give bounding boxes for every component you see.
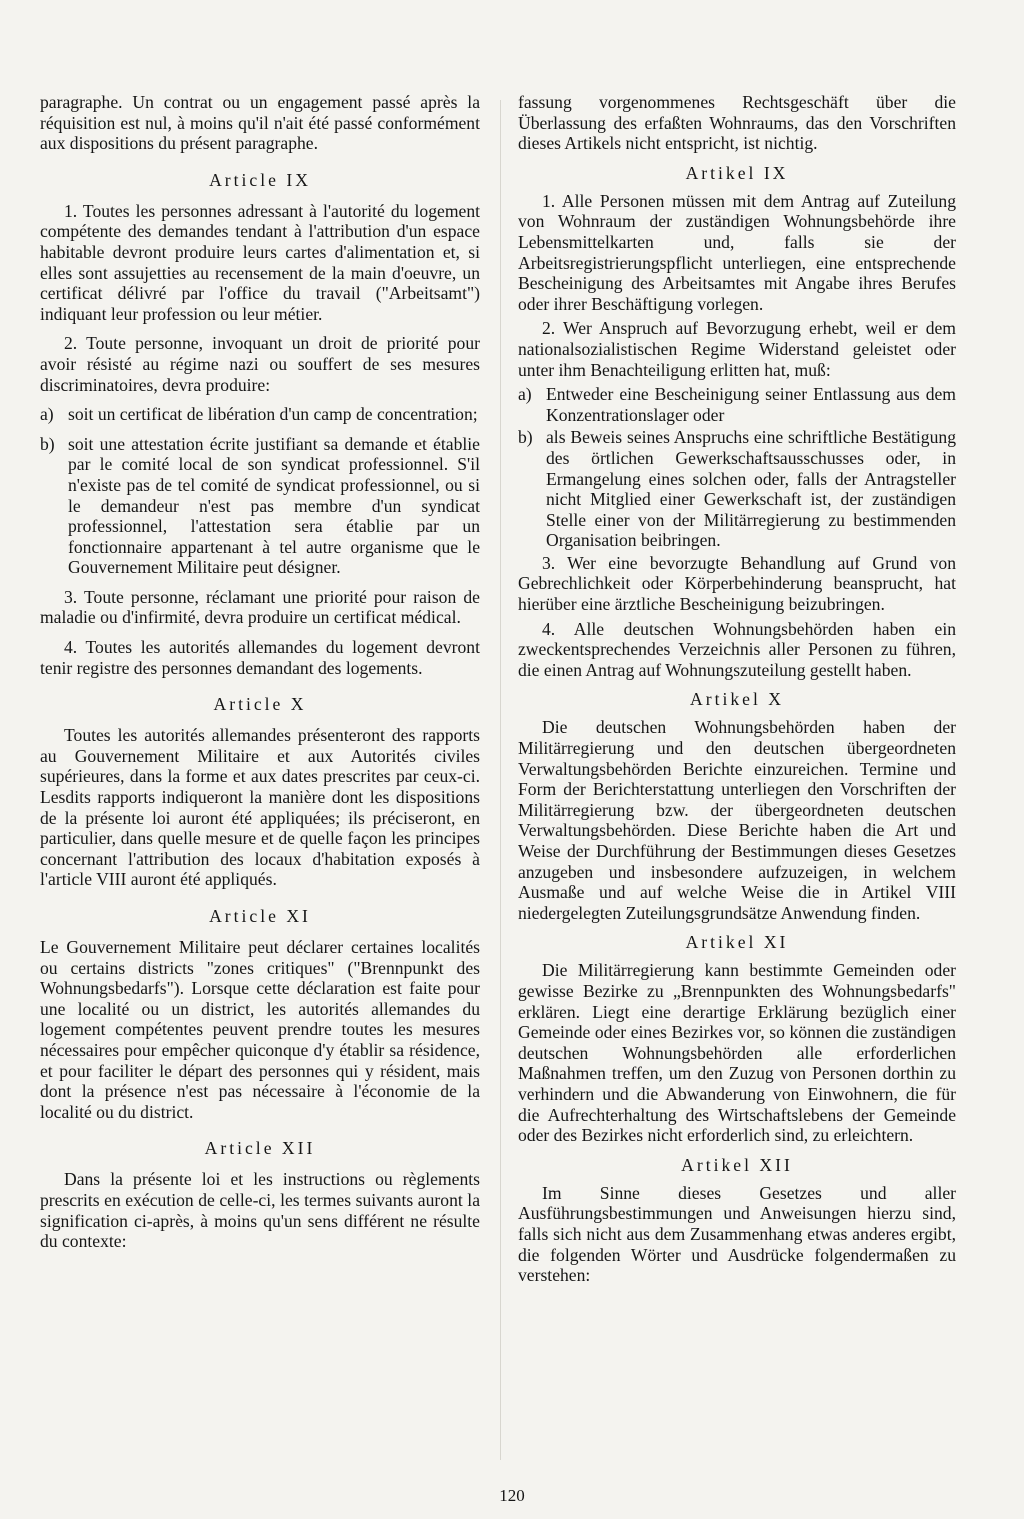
- page-number: 120: [499, 1486, 525, 1505]
- german-article-12-heading: Artikel XII: [681, 1154, 793, 1175]
- german-article-11-para: Die Militärregierung kann bestimmte Gemeinden oder gewisse Bezirke zu „Brennpunkten des Wohnungsbedarfs" erklären. Liegt eine derartige Erklärung bezüglich einer Gemeinde oder eines Bezirkes vor, so können die zuständigen deutschen Wohnungsbehörden alle erforderlichen Maßnahmen treffen, um den Zuzug von Personen dorthin zu verhindern und die Abwanderung von Einwohnern, die für die Aufrechterhaltung des Wirtschaftslebens der Gemeinde oder des Bezirkes nicht erforderlich sind, zu erleichtern.: [518, 960, 956, 1146]
- german-article-9-heading: Artikel IX: [685, 162, 789, 183]
- german-article-11-heading: Artikel XI: [685, 932, 789, 953]
- item-a-text: Entweder eine Bescheinigung seiner Entlassung aus dem Konzentrationslager oder: [546, 384, 956, 425]
- french-intro-paragraph: paragraphe. Un contrat ou un engagement passé après la réquisition est nul, à moins qu'il n'ait été passé conformément aux dispositions du présent paragraphe.: [40, 92, 480, 154]
- column-gutter: [500, 100, 501, 1460]
- german-intro-paragraph: fassung vorgenommenes Rechtsgeschäft über die Überlassung des erfaßten Wohnraums, das den Vorschriften dieses Artikels nicht entspricht, ist nichtig.: [518, 92, 956, 154]
- french-article-9-para-3: 3. Toute personne, réclamant une priorité pour raison de maladie ou d'infirmité, devra produire un certificat médical.: [40, 586, 480, 628]
- german-column: [518, 92, 956, 1290]
- german-article-10-para: Die deutschen Wohnungsbehörden haben der Militärregierung und den deutschen übergeordneten Verwaltungsbehörden Berichte einzureichen. Termine und Form der Berichterstattung unterliegen den Vorschriften der Militärregierung bzw. der übergeordneten deutschen Verwaltungsbehörden. Diese Berichte haben die Art und Weise der Durchführung der Bestimmungen dieses Gesetzes anzugeben und insbesondere aufzuzeigen, in welchem Ausmaße und auf welche Weise die in Artikel VIII niedergelegten Zuteilungsgrundsätze Anwendung finden.: [518, 717, 956, 923]
- german-article-9-para-3: 3. Wer eine bevorzugte Behandlung auf Grund von Gebrechlichkeit oder Körperbehinderung beansprucht, hat hierüber eine ärztliche Bescheinigung beizubringen.: [518, 552, 956, 615]
- german-article-9-para-1: 1. Alle Personen müssen mit dem Antrag auf Zuteilung von Wohnraum der zuständigen Wohnungsbehörde ihre Lebensmittelkarten und, falls sie der Arbeitsregistrierungspflicht unterliegen, eine entsprechende Bescheinigung des Arbeitsamtes mit Angabe ihres Berufes oder ihrer Beschäftigung vorlegen.: [518, 190, 956, 314]
- item-b-marker: b): [40, 433, 55, 454]
- french-article-9-heading: Article IX: [209, 169, 311, 190]
- german-article-9-para-4: 4. Alle deutschen Wohnungsbehörden haben ein zweckentsprechendes Verzeichnis aller Personen zu führen, die einen Antrag auf Wohnungszuteilung gestellt haben.: [518, 618, 956, 680]
- german-article-9-para-2: 2. Wer Anspruch auf Bevorzugung erhebt, weil er dem nationalsozialistischen Regime Widerstand geleistet oder unter ihm Benachteiligung erlitten hat, muß:: [518, 318, 956, 380]
- french-article-9-item-a: [40, 404, 480, 425]
- item-a-marker: a): [518, 384, 532, 405]
- french-article-9-para-4: 4. Toutes les autorités allemandes du logement devront tenir registre des personnes demandant des logements.: [40, 637, 480, 678]
- german-article-10-heading: Artikel X: [690, 689, 784, 710]
- french-column: [40, 92, 480, 1261]
- french-article-10-para: Toutes les autorités allemandes présenteront des rapports au Gouvernement Militaire et aux Autorités civiles supérieures, dans la forme et aux dates prescrites par ceux-ci. Lesdits rapports indiqueront la manière dont les dispositions de la présente loi auront été appliquées; ils préciseront, en particulier, dans quelle mesure et de quelle façon les principes concernant l'attribution des locaux d'habitation exposés à l'article VIII auront été appliqués.: [40, 725, 480, 890]
- french-article-9-item-b: [40, 434, 480, 578]
- item-b-marker: b): [518, 427, 533, 448]
- item-b-text: als Beweis seines Anspruchs eine schriftliche Bestätigung des örtlichen Gewerkschaftsausschusses oder, in Ermangelung eines solchen oder, falls der Antragsteller nicht Mitglied einer Gewerkschaft ist, der zuständigen Stelle einer von der Militärregierung zu bestimmenden Organisation beibringen.: [546, 427, 956, 551]
- french-article-11-heading: Article XI: [209, 906, 311, 926]
- french-article-9-para-1: 1. Toutes les personnes adressant à l'autorité du logement compétente des demandes tendant à l'attribution d'un espace habitable devront produire leurs cartes d'alimentation et, si elles sont assujetties au recensement de la main d'oeuvre, un certificat délivré par l'office du travail ("Arbeitsamt") indiquant leur profession ou leur métier.: [40, 200, 480, 324]
- german-article-12-para: Im Sinne dieses Gesetzes und aller Ausführungsbestimmungen und Anweisungen hierzu sind, falls sich nicht aus dem Zusammenhang etwas anderes ergibt, die folgenden Wörter und Ausdrücke folgendermaßen zu verstehen:: [518, 1182, 956, 1286]
- french-article-10-heading: Article X: [213, 694, 307, 715]
- german-article-9-item-a: [518, 384, 956, 425]
- french-article-12-para: Dans la présente loi et les instructions ou règlements prescrits en exécution de celle-ci, les termes suivants auront la signification ci-après, à moins qu'un sens différent ne résulte du contexte:: [40, 1169, 480, 1252]
- french-article-12-heading: Article XII: [204, 1138, 316, 1159]
- french-article-11-para: Le Gouvernement Militaire peut déclarer certaines localités ou certains districts "zones critiques" ("Brennpunkt des Wohnungsbedarfs"). Lorsque cette déclaration est faite pour une localité ou un district, les autorités allemandes du logement compétentes peuvent prendre toutes les mesures nécessaires pour empêcher quiconque d'y établir sa résidence, et pour faciliter le départ des personnes qui y résident, mais dont la présence n'est pas nécessaire à l'économie de la localité ou du district.: [40, 937, 480, 1122]
- item-a-marker: a): [40, 404, 54, 425]
- item-b-text: soit une attestation écrite justifiant sa demande et établie par le comité local de son syndicat professionnel. S'il n'existe pas de tel comité de syndicat professionnel, ou si le demandeur n'est pas membre d'un syndicat professionnel, l'attestation sera établie par un fonctionnaire appartenant à tel autre organisme que le Gouvernement Militaire peut désigner.: [68, 433, 480, 578]
- french-article-9-para-2: 2. Toute personne, invoquant un droit de priorité pour avoir résisté au régime nazi ou souffert de ses mesures discriminatoires, devra produire:: [40, 333, 480, 395]
- item-a-text: soit un certificat de libération d'un camp de concentration;: [68, 404, 478, 425]
- german-article-9-item-b: [518, 427, 956, 551]
